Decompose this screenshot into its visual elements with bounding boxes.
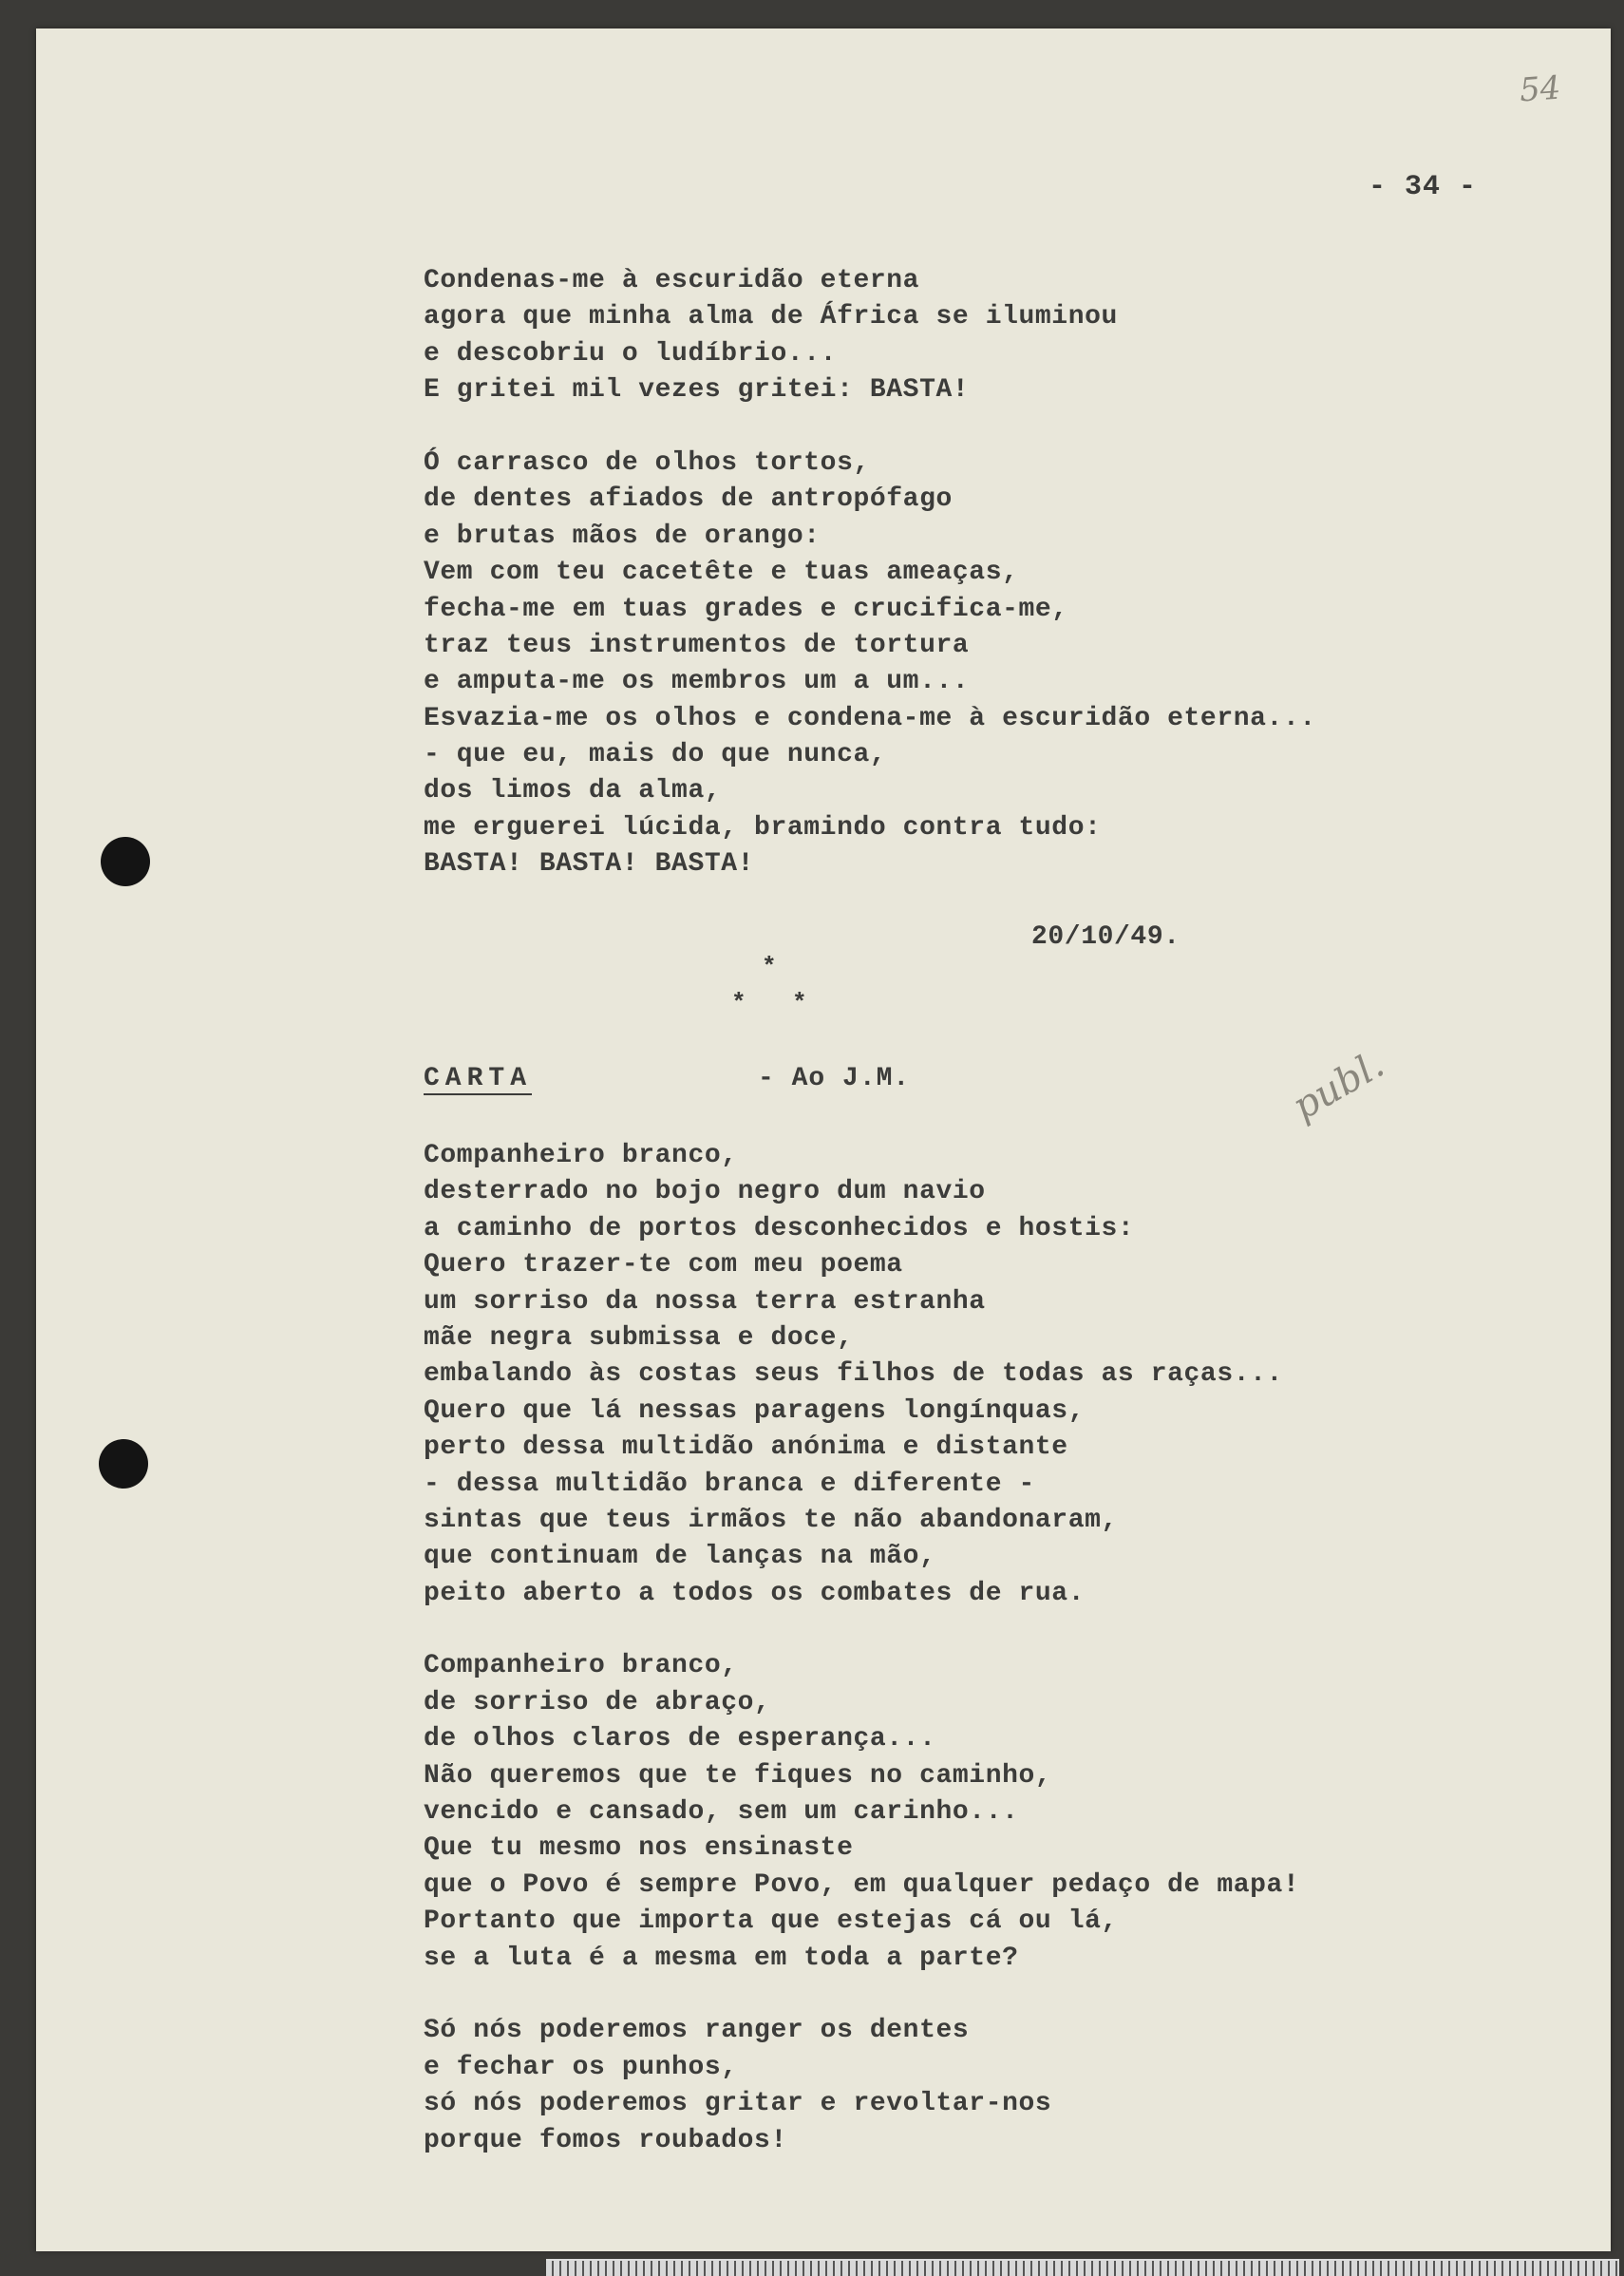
poem-line: E gritei mil vezes gritei: BASTA!	[424, 375, 970, 406]
poem-line: - que eu, mais do que nunca,	[424, 740, 887, 770]
poem-line: Quero trazer-te com meu poema	[424, 1250, 903, 1280]
poem-line: Não queremos que te fiques no caminho,	[424, 1760, 1052, 1791]
poem-line: de dentes afiados de antropófago	[424, 484, 953, 515]
poem-line: mãe negra submissa e doce,	[424, 1322, 854, 1353]
stanza-break	[424, 1977, 1373, 2013]
poem-line: porque fomos roubados!	[424, 2125, 787, 2155]
poem-line: de sorriso de abraço,	[424, 1687, 771, 1717]
poem-line: Que tu mesmo nos ensinaste	[424, 1833, 854, 1864]
page-number: - 34 -	[1368, 171, 1477, 203]
poem-line: e brutas mãos de orango:	[424, 521, 821, 551]
poem-2	[424, 1138, 1373, 2159]
poem-line: me erguerei lúcida, bramindo contra tudo:	[424, 812, 1102, 843]
poem-line: traz teus instrumentos de tortura	[424, 630, 970, 660]
poem-line: Vem com teu cacetête e tuas ameaças,	[424, 558, 1019, 588]
poem-line: Ó carrasco de olhos tortos,	[424, 447, 870, 478]
poem-line: Companheiro branco,	[424, 1651, 738, 1681]
poem-line: Esvazia-me os olhos e condena-me à escuridão eterna...	[424, 703, 1316, 733]
poem-line: peito aberto a todos os combates de rua.	[424, 1578, 1086, 1608]
poem-line: Portanto que importa que estejas cá ou lá,	[424, 1906, 1118, 1937]
poem-date: 20/10/49.	[1031, 922, 1180, 953]
poem-line: e fechar os punhos,	[424, 2052, 738, 2082]
poem-1	[424, 263, 1373, 956]
poem-line: sintas que teus irmãos te não abandonaram,	[424, 1505, 1118, 1535]
separator-asterisk: *	[762, 953, 777, 981]
poem-line: de olhos claros de esperança...	[424, 1724, 936, 1754]
poem-line: dos limos da alma,	[424, 776, 722, 806]
section-separator	[722, 953, 845, 1029]
margin-note: publ.	[1285, 1042, 1392, 1129]
poem-line: embalando às costas seus filhos de todas as raças...	[424, 1359, 1283, 1390]
poem-line: a caminho de portos desconhecidos e hostis:	[424, 1213, 1135, 1243]
poem-line: Só nós poderemos ranger os dentes	[424, 2016, 970, 2046]
poem-dedication: - Ao J.M.	[758, 1064, 911, 1093]
poem-line: perto dessa multidão anónima e distante	[424, 1432, 1068, 1463]
poem-1-lines	[424, 263, 1373, 883]
poem-line: e descobriu o ludíbrio...	[424, 338, 838, 369]
poem-line: agora que minha alma de África se iluminou	[424, 302, 1118, 332]
separator-asterisk: *	[792, 989, 807, 1017]
poem-line: que continuam de lanças na mão,	[424, 1542, 936, 1572]
poem-line: vencido e cansado, sem um carinho...	[424, 1797, 1019, 1828]
poem-line: e amputa-me os membros um a um...	[424, 667, 970, 697]
poem-2-heading	[424, 1064, 911, 1102]
stanza-break	[424, 409, 1373, 446]
punch-hole-lower	[99, 1439, 148, 1489]
poem-line: Companheiro branco,	[424, 1141, 738, 1170]
poem-line: um sorriso da nossa terra estranha	[424, 1286, 986, 1317]
poem-2-lines	[424, 1138, 1373, 2159]
poem-title: CARTA	[424, 1064, 533, 1093]
poem-line: Quero que lá nessas paragens longínquas,	[424, 1395, 1086, 1426]
poem-line: que o Povo é sempre Povo, em qualquer pedaço de mapa!	[424, 1869, 1300, 1900]
poem-line: se a luta é a mesma em toda a parte?	[424, 1943, 1019, 1973]
poem-line: - dessa multidão branca e diferente -	[424, 1469, 1035, 1499]
punch-hole-upper	[101, 837, 150, 886]
poem-line: Condenas-me à escuridão eterna	[424, 266, 920, 295]
poem-line: BASTA! BASTA! BASTA!	[424, 849, 755, 880]
separator-asterisk: *	[731, 989, 746, 1017]
poem-line: só nós poderemos gritar e revoltar-nos	[424, 2089, 1052, 2119]
poem-line: fecha-me em tuas grades e crucifica-me,	[424, 594, 1068, 624]
archive-number: 54	[1518, 68, 1562, 110]
scale-ruler	[546, 2259, 1619, 2276]
stanza-break	[424, 1612, 1373, 1648]
poem-line: desterrado no bojo negro dum navio	[424, 1177, 986, 1207]
